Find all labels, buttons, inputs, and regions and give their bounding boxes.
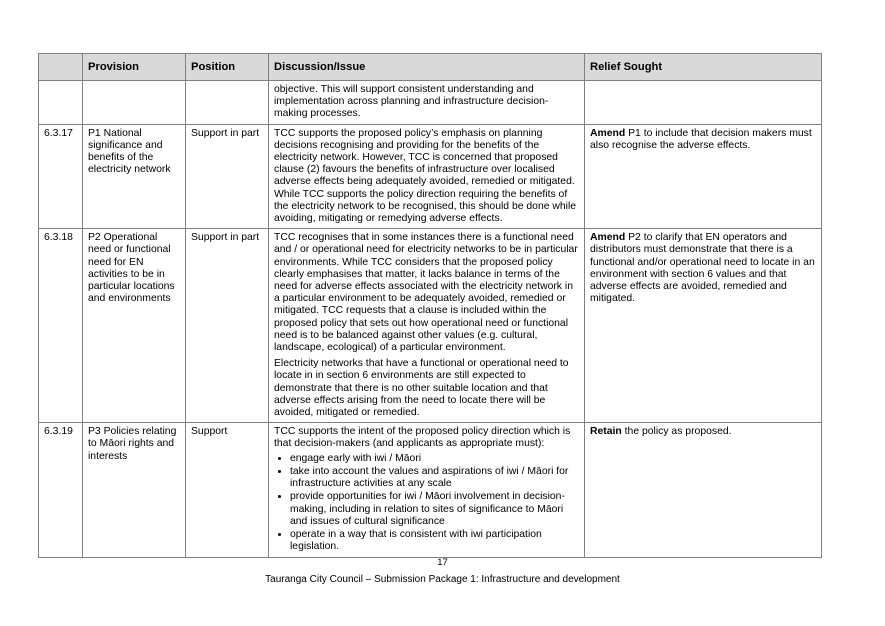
header-position: Position xyxy=(186,54,269,81)
relief-action: Retain xyxy=(590,426,622,438)
row-provision: P1 National significance and benefits of the electricity network xyxy=(83,124,186,229)
discussion-paragraph: TCC recognises that in some instances there is a functional need and / or operational need for electricity networks to be in particular environments. While TCC considers that the proposed policy clearly emphasises that matter, it lacks balance in terms of the need for adverse effects associated with the electricity network in a particular environment to be adequately avoided, remedied or mitigated. TCC requests that a clause is included within the proposed policy that sets out how operational need or functional need is to be balanced against other values (e.g. cultural, landscape, ecological) of a particular environment. xyxy=(274,232,578,354)
discussion-paragraph: Electricity networks that have a functional or operational need to locate in in section 6 environments are still expected to demonstrate that there is no other suitable location and that adverse effects arising from the need to locate there will be avoided, mitigated or remedied. xyxy=(274,358,569,419)
row-relief xyxy=(585,124,822,229)
continuation-text: objective. This will support consistent understanding and implementation across planning and infrastructure decision-making processes. xyxy=(269,81,585,125)
row-ref: 6.3.18 xyxy=(39,229,83,423)
bullet-item: • provide opportunities for iwi / Māori involvement in decision-making, including in relation to sites of significance to Māori and issues of cultural significance xyxy=(290,491,579,528)
table-row xyxy=(39,229,822,423)
table-row xyxy=(39,423,822,558)
row-position: Support in part xyxy=(186,124,269,229)
continuation-row xyxy=(39,81,822,125)
discussion-paragraph: TCC supports the intent of the proposed policy direction which is that decision-makers (and applicants as appropriate must): xyxy=(274,426,571,450)
header-ref xyxy=(39,54,83,81)
submission-table xyxy=(38,53,822,558)
row-discussion xyxy=(269,124,585,229)
relief-text: P1 to include that decision makers must also recognise the adverse effects. xyxy=(590,127,812,151)
relief-action: Amend xyxy=(590,127,626,139)
header-provision: Provision xyxy=(83,54,186,81)
row-relief xyxy=(585,229,822,423)
row-discussion xyxy=(269,229,585,423)
discussion-paragraph: TCC supports the proposed policy’s emphasis on planning decisions recognising and providing for the benefits of the electricity network. However, TCC is concerned that proposed clause (2) favours the benefits of infrastructure over localised adverse effects being adequately avoided, remedied or mitigated. While TCC supports the policy direction requiring the benefits of the electricity network to be recognised, this should be done while avoiding, mitigating or remedying adverse effects. xyxy=(274,127,577,225)
header-row xyxy=(39,54,822,81)
bullet-item: • engage early with iwi / Māori xyxy=(290,453,579,465)
table-row xyxy=(39,124,822,229)
row-discussion xyxy=(269,423,585,558)
row-relief xyxy=(585,423,822,558)
bullet-list xyxy=(274,453,579,554)
bullet-item: • operate in a way that is consistent with iwi participation legislation. xyxy=(290,529,579,553)
header-discussion: Discussion/Issue xyxy=(269,54,585,81)
row-position: Support in part xyxy=(186,229,269,423)
relief-action: Amend xyxy=(590,232,626,244)
relief-text: P2 to clarify that EN operators and distributors must demonstrate that there is a functional and/or operational need to locate in an environment with section 6 values and that adverse effects are avoided, remedied and mitigated. xyxy=(590,232,815,305)
relief-text: the policy as proposed. xyxy=(621,426,732,438)
bullet-item: • take into account the values and aspirations of iwi / Māori for infrastructure activities at any scale xyxy=(290,466,579,490)
row-provision: P3 Policies relating to Māori rights and interests xyxy=(83,423,186,558)
row-ref: 6.3.17 xyxy=(39,124,83,229)
page-footer: Tauranga City Council – Submission Package 1: Infrastructure and development xyxy=(265,574,620,585)
row-provision: P2 Operational need or functional need for EN activities to be in particular locations and environments xyxy=(83,229,186,423)
header-relief: Relief Sought xyxy=(585,54,822,81)
row-position: Support xyxy=(186,423,269,558)
page-number: 17 xyxy=(437,557,448,568)
row-ref: 6.3.19 xyxy=(39,423,83,558)
